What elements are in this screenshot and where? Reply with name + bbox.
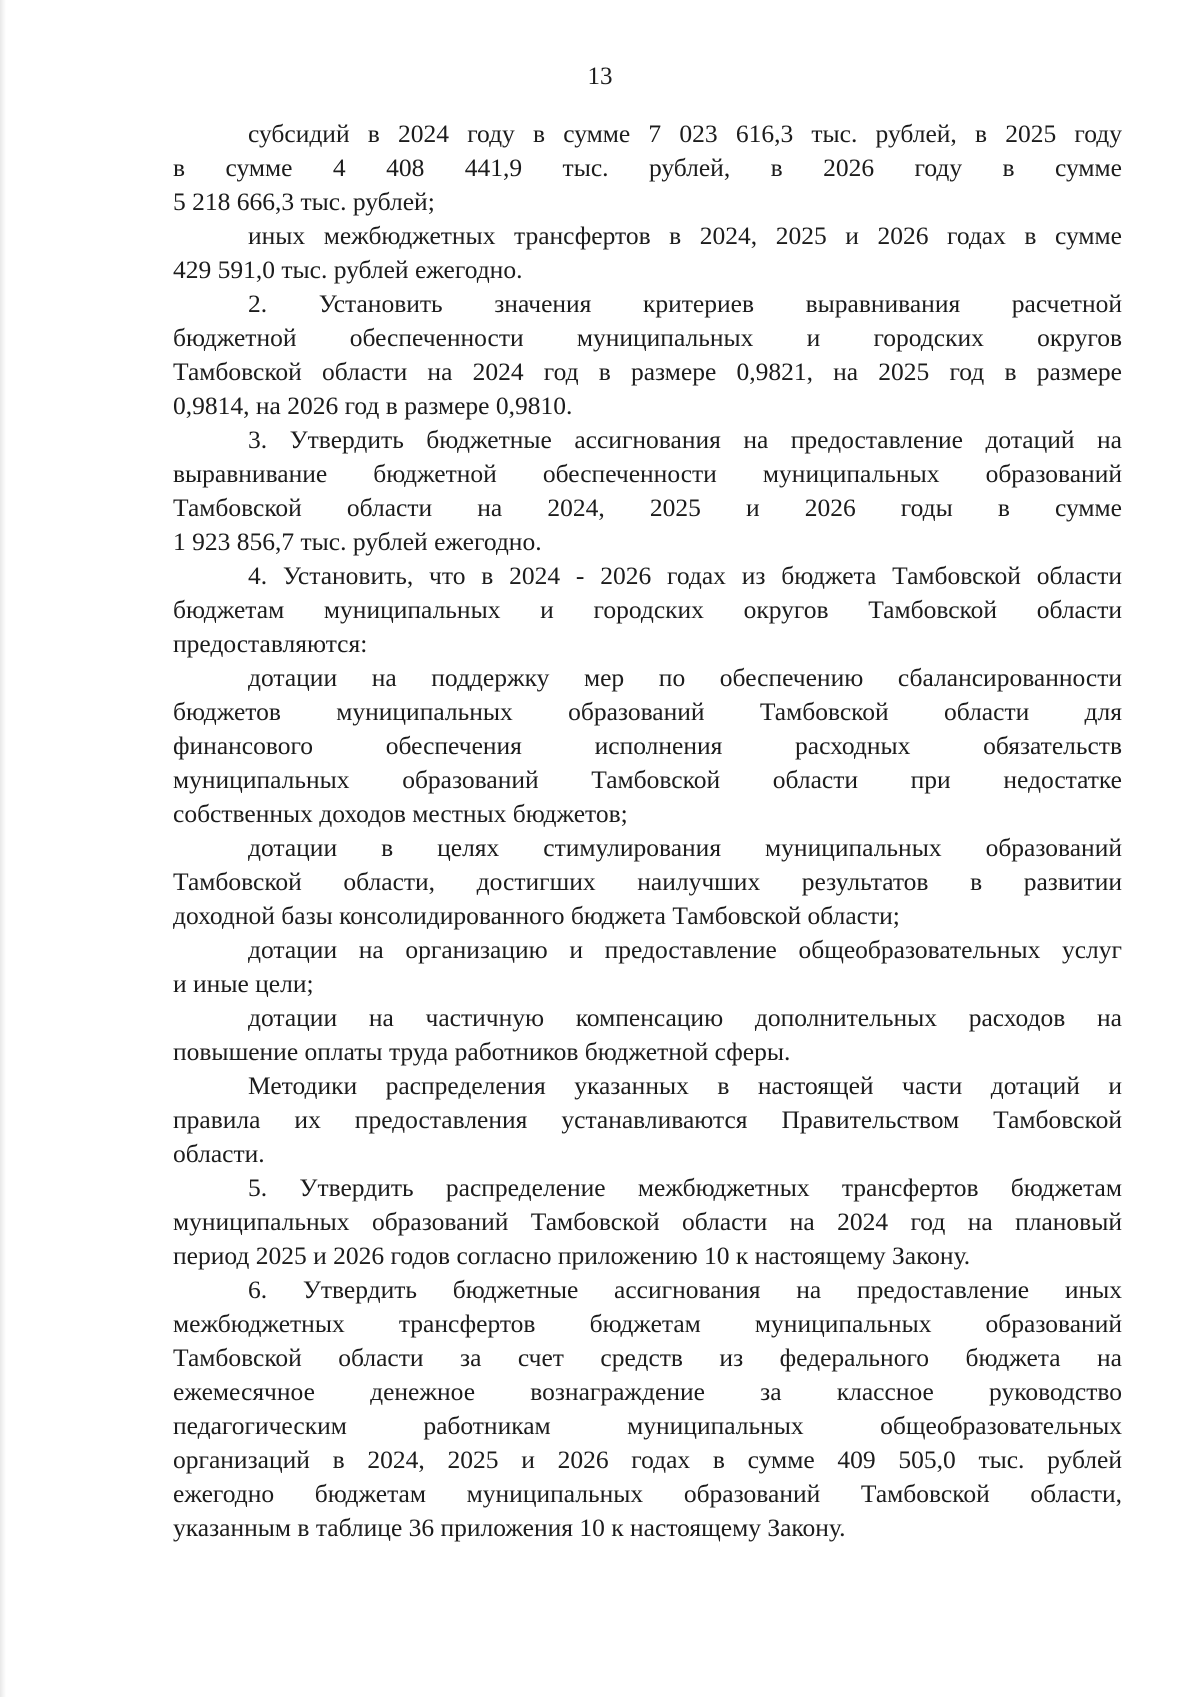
text-line: дотации на поддержку мер по обеспечению сбалансированности <box>248 663 1122 692</box>
text-line: ежегодно бюджетам муниципальных образований Тамбовской области, <box>173 1479 1122 1508</box>
text-line: Тамбовской области, достигших наилучших результатов в развитии <box>173 867 1122 896</box>
text-line: 3. Утвердить бюджетные ассигнования на предоставление дотаций на <box>248 425 1122 454</box>
text-line: дотации на частичную компенсацию дополнительных расходов на <box>248 1003 1122 1032</box>
document-body <box>173 117 1122 1545</box>
text-line: 6. Утвердить бюджетные ассигнования на предоставление иных <box>248 1275 1122 1304</box>
text-line: бюджетной обеспеченности муниципальных и городских округов <box>173 323 1122 352</box>
scan-edge-shadow <box>0 0 6 1697</box>
text-line: предоставляются: <box>173 629 368 658</box>
text-line: дотации в целях стимулирования муниципальных образований <box>248 833 1122 862</box>
text-line: Тамбовской области за счет средств из федерального бюджета на <box>173 1343 1122 1372</box>
text-line: в сумме 4 408 441,9 тыс. рублей, в 2026 году в сумме <box>173 153 1122 182</box>
text-line: 5 218 666,3 тыс. рублей; <box>173 187 435 216</box>
text-line: субсидий в 2024 году в сумме 7 023 616,3 тыс. рублей, в 2025 году <box>248 119 1122 148</box>
text-line: правила их предоставления устанавливаются Правительством Тамбовской <box>173 1105 1122 1134</box>
page-number: 13 <box>587 63 613 90</box>
text-line: муниципальных образований Тамбовской области на 2024 год на плановый <box>173 1207 1122 1236</box>
text-line: Методики распределения указанных в настоящей части дотаций и <box>248 1071 1122 1100</box>
text-line: области. <box>173 1139 265 1168</box>
text-line: финансового обеспечения исполнения расходных обязательств <box>173 731 1122 760</box>
text-line: и иные цели; <box>173 969 314 998</box>
text-line: бюджетам муниципальных и городских округов Тамбовской области <box>173 595 1122 624</box>
text-line: период 2025 и 2026 годов согласно приложению 10 к настоящему Закону. <box>173 1241 971 1270</box>
text-line: педагогическим работникам муниципальных общеобразовательных <box>173 1411 1122 1440</box>
text-line: собственных доходов местных бюджетов; <box>173 799 628 828</box>
text-line: 2. Установить значения критериев выравнивания расчетной <box>248 289 1122 318</box>
text-line: выравнивание бюджетной обеспеченности муниципальных образований <box>173 459 1122 488</box>
text-line: муниципальных образований Тамбовской области при недостатке <box>173 765 1122 794</box>
text-line: Тамбовской области на 2024 год в размере 0,9821, на 2025 год в размере <box>173 357 1122 386</box>
text-line: 429 591,0 тыс. рублей ежегодно. <box>173 255 523 284</box>
text-line: 0,9814, на 2026 год в размере 0,9810. <box>173 391 573 420</box>
text-line: 1 923 856,7 тыс. рублей ежегодно. <box>173 527 542 556</box>
text-line: бюджетов муниципальных образований Тамбовской области для <box>173 697 1122 726</box>
text-line: 5. Утвердить распределение межбюджетных трансфертов бюджетам <box>248 1173 1122 1202</box>
text-line: дотации на организацию и предоставление общеобразовательных услуг <box>248 935 1122 964</box>
text-line: организаций в 2024, 2025 и 2026 годах в сумме 409 505,0 тыс. рублей <box>173 1445 1122 1474</box>
text-line: указанным в таблице 36 приложения 10 к настоящему Закону. <box>173 1513 846 1542</box>
text-line: Тамбовской области на 2024, 2025 и 2026 годы в сумме <box>173 493 1122 522</box>
text-line: иных межбюджетных трансфертов в 2024, 2025 и 2026 годах в сумме <box>248 221 1122 250</box>
text-line: ежемесячное денежное вознаграждение за классное руководство <box>173 1377 1122 1406</box>
text-line: доходной базы консолидированного бюджета Тамбовской области; <box>173 901 900 930</box>
text-line: межбюджетных трансфертов бюджетам муниципальных образований <box>173 1309 1122 1338</box>
text-line: повышение оплаты труда работников бюджетной сферы. <box>173 1037 791 1066</box>
text-line: 4. Установить, что в 2024 - 2026 годах из бюджета Тамбовской области <box>248 561 1122 590</box>
